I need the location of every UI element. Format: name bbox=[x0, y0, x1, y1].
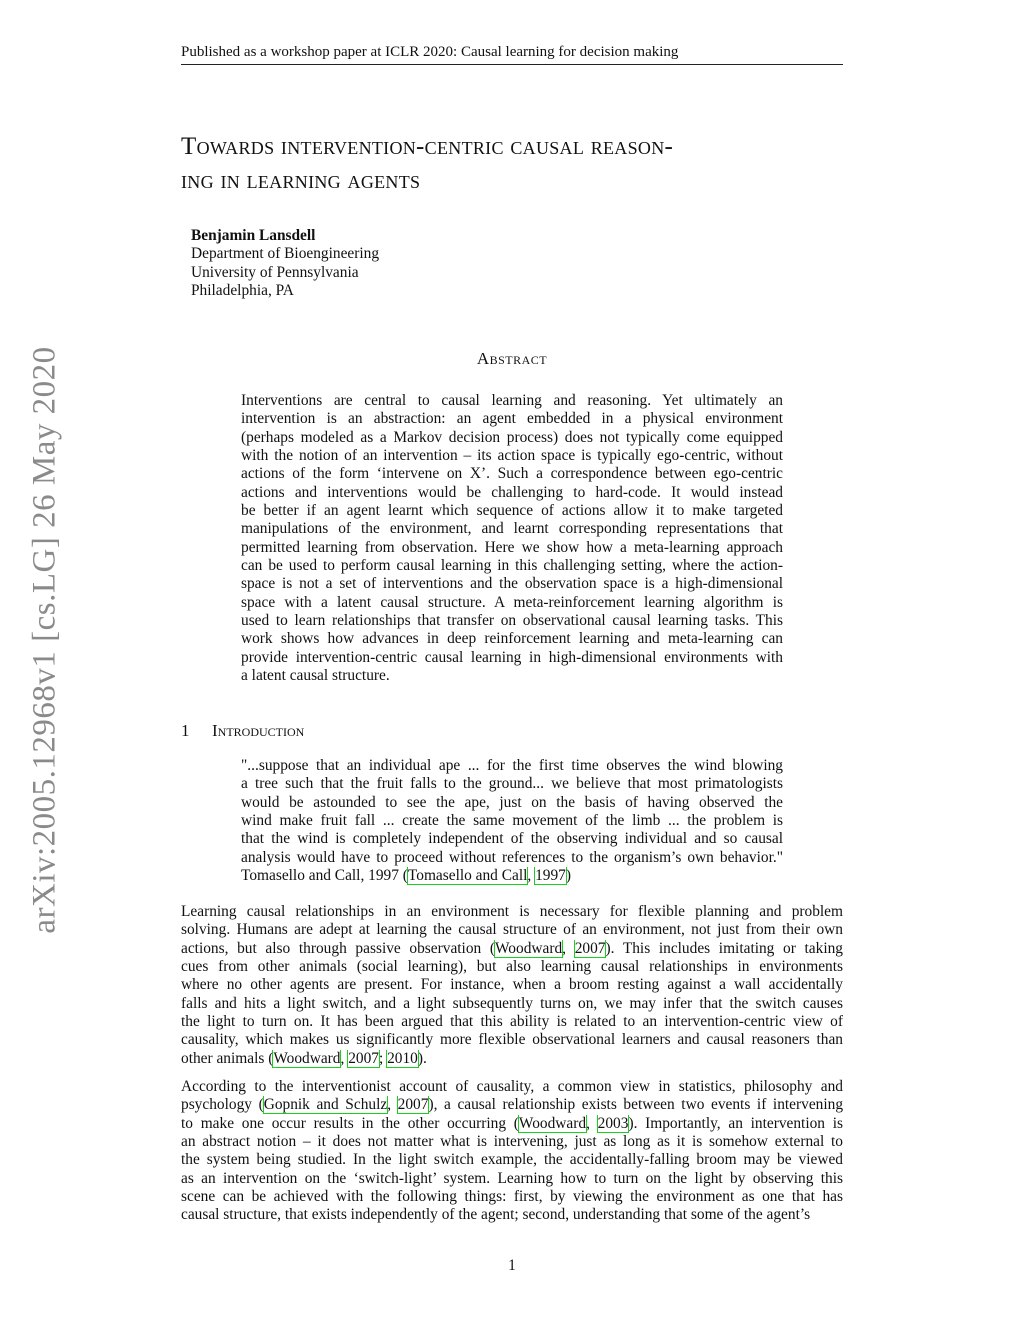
text-line bbox=[241, 794, 783, 812]
text-line bbox=[181, 1096, 843, 1114]
text-segment: According to the interventionist account of causality, a common view in statistics, philosophy and bbox=[181, 1078, 843, 1095]
text-segment: to make one occur results in the other occurring ( bbox=[181, 1114, 519, 1132]
body-paragraph bbox=[181, 903, 843, 1068]
text-line bbox=[241, 867, 783, 885]
text-line bbox=[181, 921, 843, 939]
author-city: Philadelphia, PA bbox=[191, 282, 294, 300]
text-segment: an abstract notion – it does not matter what is intervening, just as long as it is somehow external to bbox=[181, 1133, 843, 1151]
text-line bbox=[241, 649, 783, 667]
text-segment: , bbox=[586, 1114, 598, 1132]
text-segment: would be astounded to see the ape, just on the basis of having observed the bbox=[241, 793, 783, 811]
citation-link[interactable]: 2007 bbox=[348, 1049, 379, 1067]
text-segment: "...suppose that an individual ape ... for the first time observes the wind blowing bbox=[241, 757, 783, 774]
text-segment: ). Importantly, an intervention is bbox=[628, 1114, 843, 1132]
section-heading bbox=[181, 721, 304, 741]
author-block bbox=[191, 227, 379, 301]
text-segment: ), a causal relationship exists between two events if intervening bbox=[428, 1096, 843, 1114]
text-segment: psychology ( bbox=[181, 1096, 264, 1114]
text-line bbox=[241, 429, 783, 447]
text-line bbox=[181, 1050, 843, 1068]
text-segment: space with a latent causal structure. A meta-reinforcement learning algorithm is bbox=[241, 593, 783, 611]
citation-link[interactable]: 2010 bbox=[387, 1049, 418, 1067]
text-line bbox=[241, 539, 783, 557]
text-line bbox=[241, 410, 783, 428]
text-segment: work shows how advances in deep reinforcement learning and meta-learning can bbox=[241, 630, 783, 648]
text-line bbox=[241, 757, 783, 775]
text-segment: , bbox=[387, 1096, 398, 1114]
citation-link[interactable]: 2007 bbox=[574, 939, 606, 957]
text-segment: wind make fruit fall ... create the same movement of the limb ... the problem is bbox=[241, 812, 783, 830]
text-segment: , bbox=[340, 1049, 349, 1067]
author-university: University of Pennsylvania bbox=[191, 263, 359, 281]
citation-link[interactable]: Woodward bbox=[518, 1114, 587, 1132]
title-line: ing in learning agents bbox=[181, 167, 421, 194]
text-segment: be better if an agent learnt which sequence of actions allow it to make targeted bbox=[241, 502, 783, 520]
text-line bbox=[181, 1170, 843, 1188]
section-number: 1 bbox=[181, 721, 190, 740]
text-segment: a tree such that the fruit falls to the ground... we believe that most primatologists bbox=[241, 775, 783, 793]
text-segment: a latent causal structure. bbox=[241, 667, 390, 685]
text-segment: actions, but also through passive observation ( bbox=[181, 939, 496, 957]
text-segment: ). bbox=[417, 1049, 427, 1067]
text-line bbox=[181, 1013, 843, 1031]
text-line bbox=[241, 484, 783, 502]
text-segment: with the notion of an intervention – its action space is typically ego-centric, without bbox=[241, 447, 783, 465]
text-segment: ; bbox=[378, 1049, 388, 1067]
text-line bbox=[241, 392, 783, 410]
text-segment: analysis would have to proceed without references to the organism’s own behavior." bbox=[241, 848, 783, 866]
text-segment: , bbox=[562, 939, 575, 957]
text-line bbox=[241, 612, 783, 630]
author-name: Benjamin Lansdell bbox=[191, 227, 316, 244]
text-segment: the system being studied. In the light switch example, the accidentally-falling broom may be viewed bbox=[181, 1151, 843, 1169]
text-line bbox=[181, 1031, 843, 1049]
text-segment: cues from other animals (social learning), but also learning causal relationships in environments bbox=[181, 958, 843, 976]
text-line bbox=[181, 940, 843, 958]
text-segment: that the wind is completely independent of the observing individual and so causal bbox=[241, 830, 783, 848]
text-segment: permitted learning from observation. Here we show how a meta-learning approach bbox=[241, 538, 783, 556]
text-line bbox=[241, 775, 783, 793]
text-segment: Learning causal relationships in an environment is necessary for flexible planning and problem bbox=[181, 903, 843, 920]
text-line bbox=[181, 903, 843, 921]
citation-link[interactable]: 1997 bbox=[535, 867, 566, 885]
citation-link[interactable]: Tomasello and Call bbox=[407, 867, 528, 885]
text-line bbox=[241, 520, 783, 538]
citation-link[interactable]: Woodward bbox=[495, 939, 563, 957]
text-line bbox=[181, 1188, 843, 1206]
text-segment: falls and hits a light switch, and a light subsequently turns on, we may infer that the switch causes bbox=[181, 994, 843, 1012]
text-segment: the light to turn on. It has been argued that this ability is related to an intervention-centric view of bbox=[181, 1013, 843, 1031]
text-segment: provide intervention-centric causal learning in high-dimensional environments with bbox=[241, 648, 783, 666]
text-segment: causality, which makes us significantly more flexible observational learners and causal reasoners than bbox=[181, 1031, 843, 1049]
text-line bbox=[181, 958, 843, 976]
text-line bbox=[241, 667, 783, 685]
section-title: Introduction bbox=[212, 721, 305, 740]
text-segment: scene can be achieved with the following things: first, by viewing the environment as one that has bbox=[181, 1188, 843, 1206]
author-department: Department of Bioengineering bbox=[191, 245, 380, 263]
text-segment: actions of the form ‘intervene on X’. Such a correspondence between ego-centric bbox=[241, 465, 783, 483]
citation-link[interactable]: 2007 bbox=[397, 1096, 429, 1114]
citation-link[interactable]: Woodward bbox=[273, 1049, 341, 1067]
text-segment: as an intervention on the ‘switch-light’ system. Learning how to turn on the light by observing this bbox=[181, 1169, 843, 1187]
text-line bbox=[241, 630, 783, 648]
text-line bbox=[181, 976, 843, 994]
title-line: Towards intervention-centric causal reason- bbox=[181, 133, 674, 160]
text-segment: ) bbox=[565, 867, 572, 885]
text-segment: manipulations of the environment, and learnt corresponding representations that bbox=[241, 520, 783, 538]
text-segment: actions and interventions would be challenging to hard-code. It would instead bbox=[241, 483, 783, 501]
text-line bbox=[241, 812, 783, 830]
text-line bbox=[241, 447, 783, 465]
citation-link[interactable]: Gopnik and Schulz bbox=[263, 1096, 388, 1114]
text-line bbox=[181, 1133, 843, 1151]
page-number: 1 bbox=[508, 1257, 516, 1274]
text-segment: used to learn relationships that transfer on observational causal learning tasks. This bbox=[241, 612, 783, 630]
text-line bbox=[241, 830, 783, 848]
text-segment: space is not a set of interventions and the observation space is a high-dimensional bbox=[241, 575, 783, 593]
text-line bbox=[181, 1115, 843, 1133]
text-segment: Tomasello and Call, 1997 ( bbox=[241, 867, 408, 885]
running-header: Published as a workshop paper at ICLR 2020: Causal learning for decision making bbox=[181, 44, 843, 65]
text-segment: ). This includes imitating or taking bbox=[605, 939, 843, 957]
text-line bbox=[181, 1151, 843, 1169]
body-paragraph bbox=[181, 1078, 843, 1225]
text-segment: causal structure, that exists independently of the agent; second, understanding that some of the agent’s bbox=[181, 1206, 811, 1224]
epigraph-quote bbox=[241, 757, 783, 885]
text-segment: solving. Humans are adept at learning the causal structure of an environment, not just from their own bbox=[181, 921, 843, 939]
text-segment: can be used to perform causal learning in this challenging setting, where the action- bbox=[241, 557, 783, 575]
text-segment: other animals ( bbox=[181, 1049, 274, 1067]
arxiv-stamp: arXiv:2005.12968v1 [cs.LG] 26 May 2020 bbox=[26, 346, 63, 934]
text-line bbox=[181, 1206, 843, 1224]
text-line bbox=[241, 594, 783, 612]
abstract-heading: Abstract bbox=[476, 349, 548, 368]
text-segment: where no other agents are present. For instance, when a broom resting against a wall accidentally bbox=[181, 976, 843, 994]
text-line bbox=[241, 575, 783, 593]
abstract-text bbox=[241, 392, 783, 686]
text-line bbox=[181, 1078, 843, 1096]
text-line bbox=[241, 849, 783, 867]
citation-link[interactable]: 2003 bbox=[597, 1114, 629, 1132]
text-line bbox=[241, 502, 783, 520]
text-line bbox=[181, 995, 843, 1013]
text-line bbox=[241, 557, 783, 575]
text-segment: (perhaps modeled as a Markov decision process) does not typically come equipped bbox=[241, 428, 783, 446]
text-line bbox=[241, 465, 783, 483]
paper-title bbox=[181, 130, 861, 198]
text-segment: , bbox=[527, 867, 536, 885]
text-segment: intervention is an abstraction: an agent embedded in a physical environment bbox=[241, 410, 783, 428]
text-segment: Interventions are central to causal learning and reasoning. Yet ultimately an bbox=[241, 392, 783, 409]
